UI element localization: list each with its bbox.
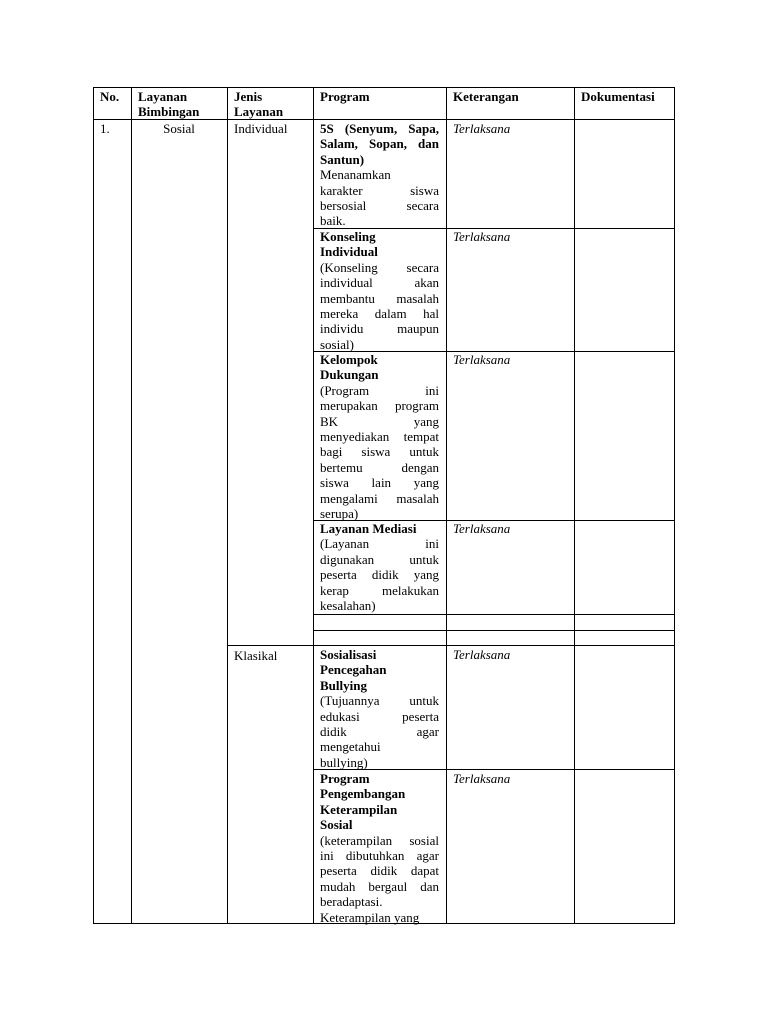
program-title-line: Santun) (320, 151, 365, 167)
col-divider (313, 87, 314, 924)
program-desc-line: mengalami masalah (320, 490, 439, 506)
row-number: 1. (100, 121, 110, 136)
program-title-line: Program (320, 771, 370, 786)
header-line: Layanan (234, 104, 284, 120)
program-title-line: Salam, Sopan, dan (320, 136, 439, 152)
program-desc-line: sosial) (320, 336, 354, 352)
program-title-line: Sosial (320, 817, 353, 833)
program-desc-line: beradaptasi. (320, 894, 383, 910)
program-desc-line: mereka dalam hal (320, 306, 439, 322)
col-divider (574, 87, 575, 924)
program-desc-line: merupakan program (320, 398, 439, 414)
layanan-bimbingan-value: Sosial (163, 121, 195, 136)
keterangan-status: Terlaksana (453, 771, 511, 786)
program-desc-line: Keterampilan yang (320, 909, 420, 925)
program-desc-line: siswa lain yang (320, 475, 439, 491)
program-desc-line: bullying) (320, 754, 368, 770)
program-desc-line: individual akan (320, 275, 439, 291)
jenis-layanan-klasikal: Klasikal (234, 648, 278, 663)
program-cell (320, 352, 439, 521)
program-desc-line: serupa) (320, 506, 359, 522)
program-title-line: Pencegahan (320, 662, 387, 678)
program-desc-line: (keterampilan sosial (320, 832, 439, 848)
header-jenis-layanan (234, 89, 283, 120)
program-desc-line: mudah bergaul dan (320, 878, 439, 894)
program-desc-line: digunakan untuk (320, 551, 439, 567)
header-line: Bimbingan (138, 104, 200, 120)
row-divider (313, 630, 675, 631)
program-cell (320, 229, 439, 352)
program-desc-line: didik agar (320, 724, 439, 740)
program-desc-line: bertemu dengan (320, 459, 439, 475)
program-title-line: Sosialisasi (320, 647, 377, 662)
program-cell (320, 121, 439, 229)
row-divider (313, 614, 675, 615)
keterangan-status: Terlaksana (453, 229, 511, 244)
header-layanan-bimbingan (138, 89, 199, 120)
program-desc-line: kesalahan) (320, 598, 376, 614)
program-desc-line: mengetahui (320, 739, 381, 755)
program-cell (320, 771, 439, 925)
program-desc-line: (Tujuannya untuk (320, 693, 439, 709)
keterangan-status: Terlaksana (453, 352, 511, 367)
program-title-line: Pengembangan (320, 786, 406, 802)
program-desc-line: (Program ini (320, 382, 439, 398)
program-title-line: 5S (Senyum, Sapa, (320, 121, 439, 136)
program-desc-line: individu maupun (320, 321, 439, 337)
program-title-line: Konseling (320, 229, 376, 244)
program-title-line: Kelompok (320, 352, 378, 367)
header-dokumentasi: Dokumentasi (581, 89, 655, 104)
program-desc-line: kerap melakukan (320, 582, 439, 598)
program-desc-line: Menanamkan (320, 167, 391, 183)
program-title-line: Bullying (320, 677, 367, 693)
program-title-line: Dukungan (320, 367, 379, 383)
col-divider (446, 87, 447, 924)
program-title-line: Keterampilan (320, 801, 398, 817)
keterangan-status: Terlaksana (453, 647, 511, 662)
program-desc-line: bersosial secara (320, 198, 439, 214)
program-desc-line: karakter siswa (320, 182, 439, 198)
header-line: Layanan (138, 89, 188, 104)
program-cell (320, 647, 439, 770)
header-no: No. (100, 89, 120, 104)
row-divider (227, 645, 675, 646)
program-desc-line: membantu masalah (320, 290, 439, 306)
program-title-line: Layanan Mediasi (320, 521, 417, 536)
keterangan-status: Terlaksana (453, 121, 511, 136)
program-desc-line: BK yang (320, 413, 439, 429)
program-desc-line: (Konseling secara (320, 259, 439, 275)
header-program: Program (320, 89, 370, 104)
program-desc-line: peserta didik yang (320, 567, 439, 583)
col-divider (131, 87, 132, 924)
col-divider (227, 87, 228, 924)
program-desc-line: baik. (320, 213, 346, 229)
program-desc-line: (Layanan ini (320, 536, 439, 552)
program-desc-line: menyediakan tempat (320, 429, 439, 445)
program-cell (320, 521, 439, 613)
program-desc-line: bagi siswa untuk (320, 444, 439, 460)
jenis-layanan-individual: Individual (234, 121, 288, 136)
header-line: Jenis (234, 89, 263, 104)
keterangan-status: Terlaksana (453, 521, 511, 536)
program-desc-line: ini dibutuhkan agar (320, 848, 439, 864)
header-keterangan: Keterangan (453, 89, 519, 104)
program-desc-line: peserta didik dapat (320, 863, 439, 879)
program-desc-line: edukasi peserta (320, 708, 439, 724)
program-title-line: Individual (320, 244, 378, 260)
